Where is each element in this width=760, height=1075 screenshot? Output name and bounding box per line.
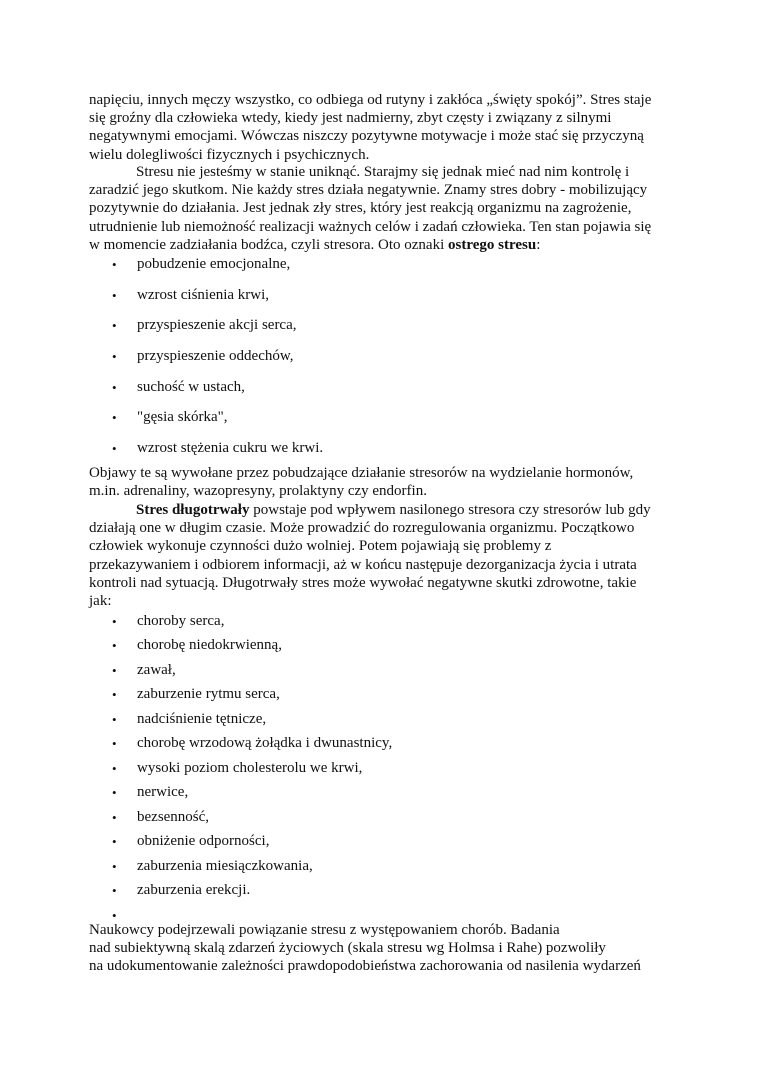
list-item-text: choroby serca, [137, 612, 225, 629]
text-line: pozytywnie do działania. Jest jednak zły stres, który jest reakcją organizmu na zagrożenie, [89, 200, 632, 217]
text-line [89, 501, 674, 519]
list-item [112, 609, 392, 634]
list-item-text: wzrost stężenia cukru we krwi. [137, 439, 324, 456]
bullet-icon: • [112, 348, 117, 364]
bullet-icon: • [112, 256, 117, 272]
list-item [112, 756, 392, 781]
list-item-text: zaburzenia miesiączkowania, [137, 857, 313, 874]
bullet-icon: • [112, 287, 117, 303]
list-item-text: "gęsia skórka", [137, 409, 228, 426]
list-item-text: obniżenie odporności, [137, 833, 270, 850]
text-line: Naukowcy podejrzewali powiązanie stresu z występowaniem chorób. Badania [89, 922, 560, 938]
closing-paragraph [89, 921, 674, 976]
list-item-text: pobudzenie emocjonalne, [137, 255, 291, 272]
text-line: człowiek wykonuje czynności dużo wolniej. Potem pojawiają się problemy z [89, 538, 552, 555]
intro-paragraph [89, 91, 674, 164]
bullet-icon: • [112, 638, 117, 654]
list-item [112, 830, 392, 855]
text-line: m.in. adrenaliny, wazopresyny, prolaktyny czy endorfin. [89, 483, 427, 500]
list-item [112, 854, 392, 879]
bullet-icon: • [112, 613, 117, 629]
list-item-text: zawał, [137, 661, 176, 678]
list-item [112, 683, 392, 708]
list-item [112, 402, 323, 433]
list-item-text: zaburzenia erekcji. [137, 882, 251, 899]
text-line: napięciu, innych męczy wszystko, co odbiega od rutyny i zakłóca „święty spokój”. Stres staje [89, 92, 652, 108]
text-line: jak: [89, 593, 112, 610]
text-line: działają one w długim czasie. Może prowadzić do rozregulowania organizmu. Początkowo [89, 520, 635, 537]
text-segment: powstaje pod wpływem nasilonego stresora czy stresorów lub gdy [249, 502, 651, 518]
text-line: przekazywaniem i odbiorem informacji, aż w końcu następuje dezorganizacja życia i utrata [89, 556, 637, 573]
bullet-icon: • [112, 785, 117, 801]
list-item [112, 280, 323, 311]
symptoms-note-paragraph [89, 464, 674, 500]
acute-stress-paragraph [89, 163, 674, 254]
list-item [112, 249, 323, 280]
text-line: utrudnienie lub niemożność realizacji ważnych celów i zadań człowieka. Ten stan pojawia się [89, 218, 652, 235]
bullet-icon: • [112, 883, 117, 899]
list-item-text: wysoki poziom cholesterolu we krwi, [137, 759, 363, 776]
text-segment: : [536, 236, 541, 253]
bullet-icon: • [112, 858, 117, 874]
bullet-icon: • [112, 907, 117, 923]
list-item-text: suchość w ustach, [137, 378, 245, 395]
bullet-icon: • [112, 662, 117, 678]
bullet-icon: • [112, 379, 117, 395]
text-line: kontroli nad sytuacją. Długotrwały stres może wywołać negatywne skutki zdrowotne, takie [89, 574, 637, 591]
text-line: się groźny dla człowieka wtedy, kiedy jest nadmierny, zbyt częsty i związany z silnymi [89, 110, 612, 127]
list-item [112, 805, 392, 830]
list-item-text: zaburzenie rytmu serca, [137, 686, 280, 703]
text-line: nad subiektywną skalą zdarzeń życiowych (skala stresu wg Holmsa i Rahe) pozwoliły [89, 940, 606, 957]
bold-term-chronic-stress: Stres długotrwały [136, 502, 250, 518]
list-item [112, 879, 392, 904]
bullet-icon: • [112, 440, 117, 456]
chronic-stress-paragraph [89, 501, 674, 610]
bold-term-acute-stress: ostrego stresu [448, 236, 537, 253]
list-item-text: chorobę wrzodową żołądka i dwunastnicy, [137, 735, 393, 752]
bullet-icon: • [112, 736, 117, 752]
list-item-text: przyspieszenie oddechów, [137, 347, 294, 364]
list-item-text: nadciśnienie tętnicze, [137, 710, 267, 727]
text-segment: w momencie zadziałania bodźca, czyli stresora. Oto oznaki [89, 236, 449, 253]
list-item [112, 658, 392, 683]
list-item [112, 634, 392, 659]
bullet-icon: • [112, 687, 117, 703]
text-line: Stresu nie jesteśmy w stanie uniknąć. Starajmy się jednak mieć nad nim kontrolę i [136, 164, 630, 180]
text-line: wielu dolegliwości fizycznych i psychicznych. [89, 146, 370, 163]
list-item [112, 433, 323, 464]
list-item-text: chorobę niedokrwienną, [137, 637, 282, 654]
list-item [112, 732, 392, 757]
list-item-text: wzrost ciśnienia krwi, [137, 286, 270, 303]
list-item-text: przyspieszenie akcji serca, [137, 317, 297, 334]
list-item-text: bezsenność, [137, 808, 210, 825]
list-item [112, 310, 323, 341]
bullet-icon: • [112, 834, 117, 850]
text-line: zaradzić jego skutkom. Nie każdy stres działa negatywnie. Znamy stres dobry - mobilizujący [89, 182, 648, 199]
bullet-icon: • [112, 711, 117, 727]
bullet-icon: • [112, 410, 117, 426]
bullet-icon: • [112, 809, 117, 825]
text-line: na udokumentowanie zależności prawdopodobieństwa zachorowania od nasilenia wydarzeń [89, 958, 641, 975]
list-item [112, 341, 323, 372]
chronic-effects-list [112, 609, 392, 928]
acute-symptoms-list [112, 249, 323, 464]
text-line: negatywnymi emocjami. Wówczas niszczy pozytywne motywacje i może stać się przyczyną [89, 128, 644, 145]
list-item [112, 372, 323, 403]
list-item-text: nerwice, [137, 784, 189, 801]
list-item [112, 781, 392, 806]
list-item [112, 707, 392, 732]
text-line: Objawy te są wywołane przez pobudzające działanie stresorów na wydzielanie hormonów, [89, 465, 634, 481]
bullet-icon: • [112, 760, 117, 776]
bullet-icon: • [112, 318, 117, 334]
